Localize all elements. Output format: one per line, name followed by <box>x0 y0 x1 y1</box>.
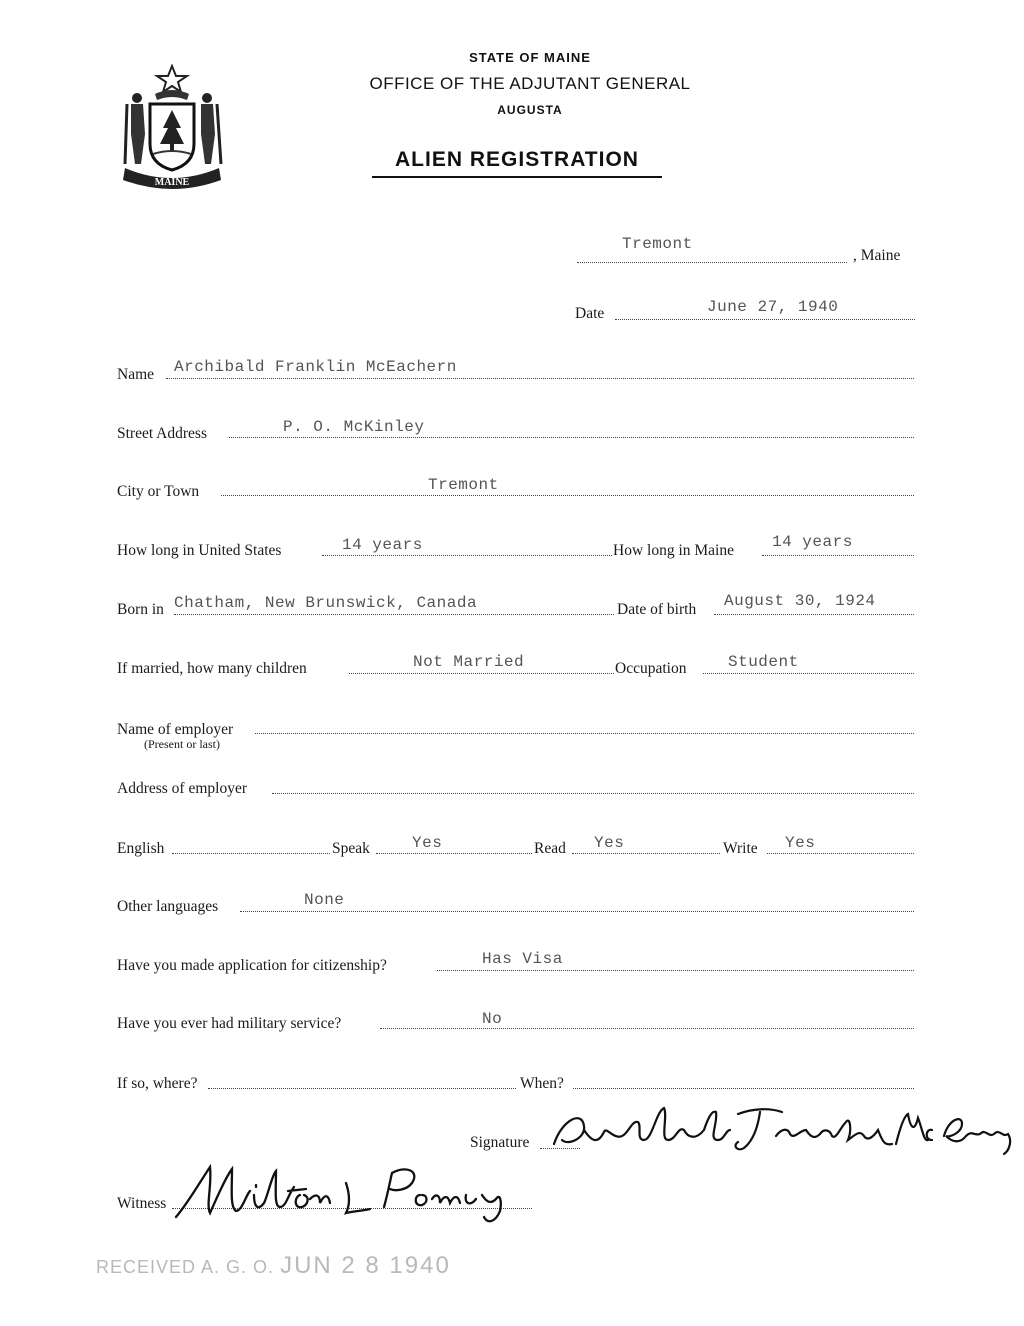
street-value: P. O. McKinley <box>283 418 425 436</box>
city-value: Tremont <box>428 476 499 494</box>
citizenship-line <box>437 970 914 971</box>
name-label: Name <box>117 366 155 383</box>
state-heading: STATE OF MAINE <box>469 50 591 65</box>
received-stamp <box>96 1252 451 1280</box>
where-label: If so, where? <box>117 1075 198 1092</box>
speak-label: Speak <box>332 840 370 857</box>
employer-label: Name of employer <box>117 721 234 738</box>
how-long-maine-line <box>762 555 914 556</box>
children-label: If married, how many children <box>117 660 307 677</box>
town-line <box>577 262 847 263</box>
name-value: Archibald Franklin McEachern <box>174 358 457 376</box>
read-label: Read <box>534 840 566 857</box>
street-line <box>229 437 914 438</box>
english-label: English <box>117 840 165 857</box>
office-heading: OFFICE OF THE ADJUTANT GENERAL <box>369 74 691 93</box>
date-value: June 27, 1940 <box>707 298 839 316</box>
name-line <box>166 378 914 379</box>
street-label: Street Address <box>117 425 207 442</box>
maine-suffix: , Maine <box>853 247 901 264</box>
how-long-us-line <box>322 555 612 556</box>
write-label: Write <box>723 840 758 857</box>
employer-line <box>255 733 914 734</box>
state-seal-icon <box>117 64 227 194</box>
citizenship-label: Have you made application for citizenship? <box>117 957 387 974</box>
date-label: Date <box>575 305 605 322</box>
received-stamp-date: JUN 2 8 1940 <box>280 1252 451 1279</box>
town-value: Tremont <box>622 235 693 253</box>
dob-value: August 30, 1924 <box>724 592 876 610</box>
where-line <box>208 1088 516 1089</box>
born-in-label: Born in <box>117 601 164 618</box>
how-long-us-label: How long in United States <box>117 542 282 559</box>
children-value: Not Married <box>413 653 525 671</box>
form-title: ALIEN REGISTRATION <box>372 148 662 178</box>
occupation-label: Occupation <box>615 660 687 677</box>
witness-signature <box>170 1155 530 1235</box>
military-line <box>380 1028 914 1029</box>
other-languages-line <box>240 911 914 912</box>
dob-label: Date of birth <box>617 601 697 618</box>
city-label: City or Town <box>117 483 200 500</box>
write-line <box>767 853 914 854</box>
other-languages-label: Other languages <box>117 898 219 915</box>
how-long-us-value: 14 years <box>342 536 423 554</box>
read-value: Yes <box>594 834 625 852</box>
city-line <box>221 495 914 496</box>
witness-label: Witness <box>117 1195 167 1212</box>
date-line <box>615 319 915 320</box>
occupation-line <box>703 673 914 674</box>
military-label: Have you ever had military service? <box>117 1015 342 1032</box>
military-value: No <box>482 1010 503 1028</box>
english-line <box>172 853 330 854</box>
received-stamp-text: RECEIVED A. G. O. <box>96 1257 275 1277</box>
when-label: When? <box>520 1075 564 1092</box>
speak-line <box>376 853 532 854</box>
born-in-line <box>174 614 614 615</box>
children-line <box>349 673 614 674</box>
city-heading: AUGUSTA <box>497 103 563 117</box>
seal-banner-text: MAINE <box>154 177 190 188</box>
how-long-maine-label: How long in Maine <box>613 542 734 559</box>
other-languages-value: None <box>304 891 345 909</box>
born-in-value: Chatham, New Brunswick, Canada <box>174 594 478 612</box>
how-long-maine-value: 14 years <box>772 533 853 551</box>
occupation-value: Student <box>728 653 799 671</box>
when-line <box>573 1088 914 1089</box>
employer-address-line <box>272 793 914 794</box>
speak-value: Yes <box>412 834 443 852</box>
signature-label: Signature <box>470 1134 530 1151</box>
applicant-signature <box>548 1100 1020 1160</box>
employer-address-label: Address of employer <box>117 780 247 797</box>
read-line <box>572 853 720 854</box>
citizenship-value: Has Visa <box>482 950 563 968</box>
dob-line <box>714 614 914 615</box>
write-value: Yes <box>785 834 816 852</box>
employer-sublabel: (Present or last) <box>144 737 220 751</box>
